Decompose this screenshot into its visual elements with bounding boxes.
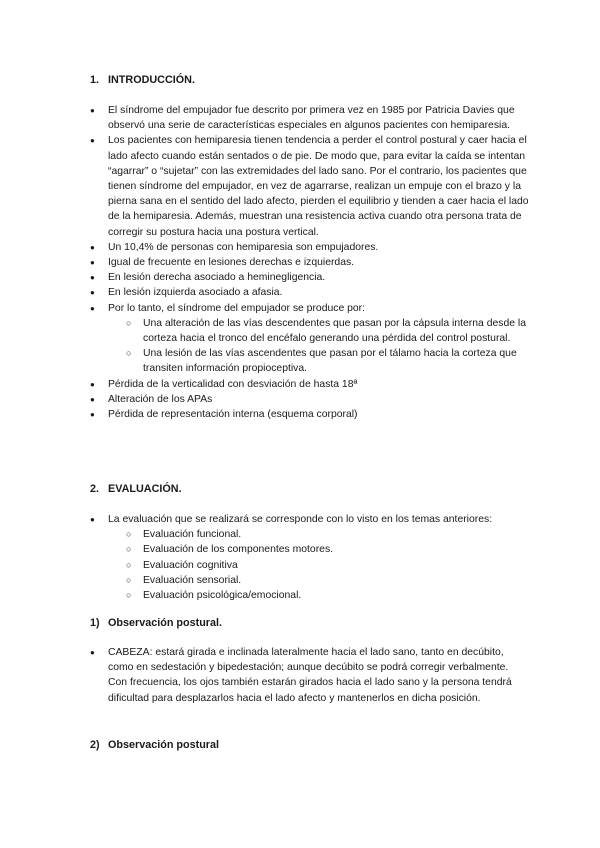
subsection-heading-observacion-2 (90, 738, 219, 753)
list-item: ● En lesión derecha asociado a heminegligencia. (90, 270, 530, 285)
list-item: ● El síndrome del empujador fue descrito por primera vez en 1985 por Patricia Davies que observó una serie de características especiales en algunos pacientes con hemiparesia. (90, 103, 530, 133)
list-item: ● En lesión izquierda asociado a afasia. (90, 285, 530, 300)
observacion-content (90, 645, 530, 706)
list-item: ● Igual de frecuente en lesiones derechas e izquierdas. (90, 255, 530, 270)
list-item (90, 301, 530, 377)
sub-list-item: ○ Evaluación psicológica/emocional. (126, 588, 530, 603)
section-title: INTRODUCCIÓN. (108, 74, 195, 86)
subsection-number: 2) (90, 739, 100, 751)
evaluacion-list (90, 512, 530, 603)
list-item: ● Los pacientes con hemiparesia tienen tendencia a perder el control postural y caer hacia el lado afecto cuando están sentados o de pie. De modo que, para evitar la caída se intentan “agarrar” o “sujetar” con las extremidades del lado sano. Por el contrario, los pacientes que tienen síndrome del empujador, en vez de agarrarse, realizan un empuje con el brazo y la pierna sana en el sentido del lado afecto, pierden el equilibrio y tienden a caer hacia el lado de la hemiparesia. Además, muestran una resistencia activa cuando otra persona trata de corregir su postura hacia una postura vertical. (90, 133, 530, 239)
sub-list-item: ○ Evaluación funcional. (126, 527, 530, 542)
subsection-heading-observacion-1 (90, 616, 222, 631)
list-item: ● Un 10,4% de personas con hemiparesia son empujadores. (90, 240, 530, 255)
sub-list-item: ○ Evaluación cognitiva (126, 558, 530, 573)
sub-list-item: ○ Una alteración de las vías descendentes que pasan por la cápsula interna desde la corteza hacia el tronco del encéfalo generando una pérdida del control postural. (126, 316, 530, 346)
list-item-text: Por lo tanto, el síndrome del empujador se produce por: (108, 302, 366, 314)
list-item-text: La evaluación que se realizará se corresponde con lo visto en los temas anteriores: (108, 514, 493, 525)
list-item: ● Pérdida de la verticalidad con desviación de hasta 18ª (90, 377, 530, 392)
subsection-title: Observación postural. (108, 617, 222, 629)
section-number: 1. (90, 74, 100, 86)
section-number: 2. (90, 483, 100, 495)
observacion-list (90, 645, 530, 706)
sub-list-item: ○ Evaluación sensorial. (126, 573, 530, 588)
introduccion-list (90, 103, 530, 422)
introduccion-content (90, 103, 530, 422)
section-heading-introduccion (90, 73, 195, 88)
list-item: ● CABEZA: estará girada e inclinada lateralmente hacia el lado sano, tanto en decúbito, como en sedestación y bipedestación; aunque decúbito se podrá corregir verbalmente. Con frecuencia, los ojos también estarán girados hacia el lado sano y la persona tendrá dificultad para desplazarlos hacia el lado afecto y mantenerlos en dicha posición. (90, 645, 530, 706)
list-item (90, 512, 530, 603)
list-item: ● Pérdida de representación interna (esquema corporal) (90, 407, 530, 422)
section-heading-evaluacion (90, 482, 182, 497)
evaluacion-sublist (90, 527, 530, 603)
sub-list-item: ○ Una lesión de las vías ascendentes que pasan por el tálamo hacia la corteza que transiten información propioceptiva. (126, 346, 530, 376)
subsection-title: Observación postural (108, 739, 220, 751)
sub-list-item: ○ Evaluación de los componentes motores. (126, 542, 530, 557)
causes-sublist (90, 316, 530, 377)
list-item: ● Alteración de los APAs (90, 392, 530, 407)
subsection-number: 1) (90, 617, 100, 629)
section-title: EVALUACIÓN. (108, 483, 182, 495)
evaluacion-content (90, 512, 530, 603)
